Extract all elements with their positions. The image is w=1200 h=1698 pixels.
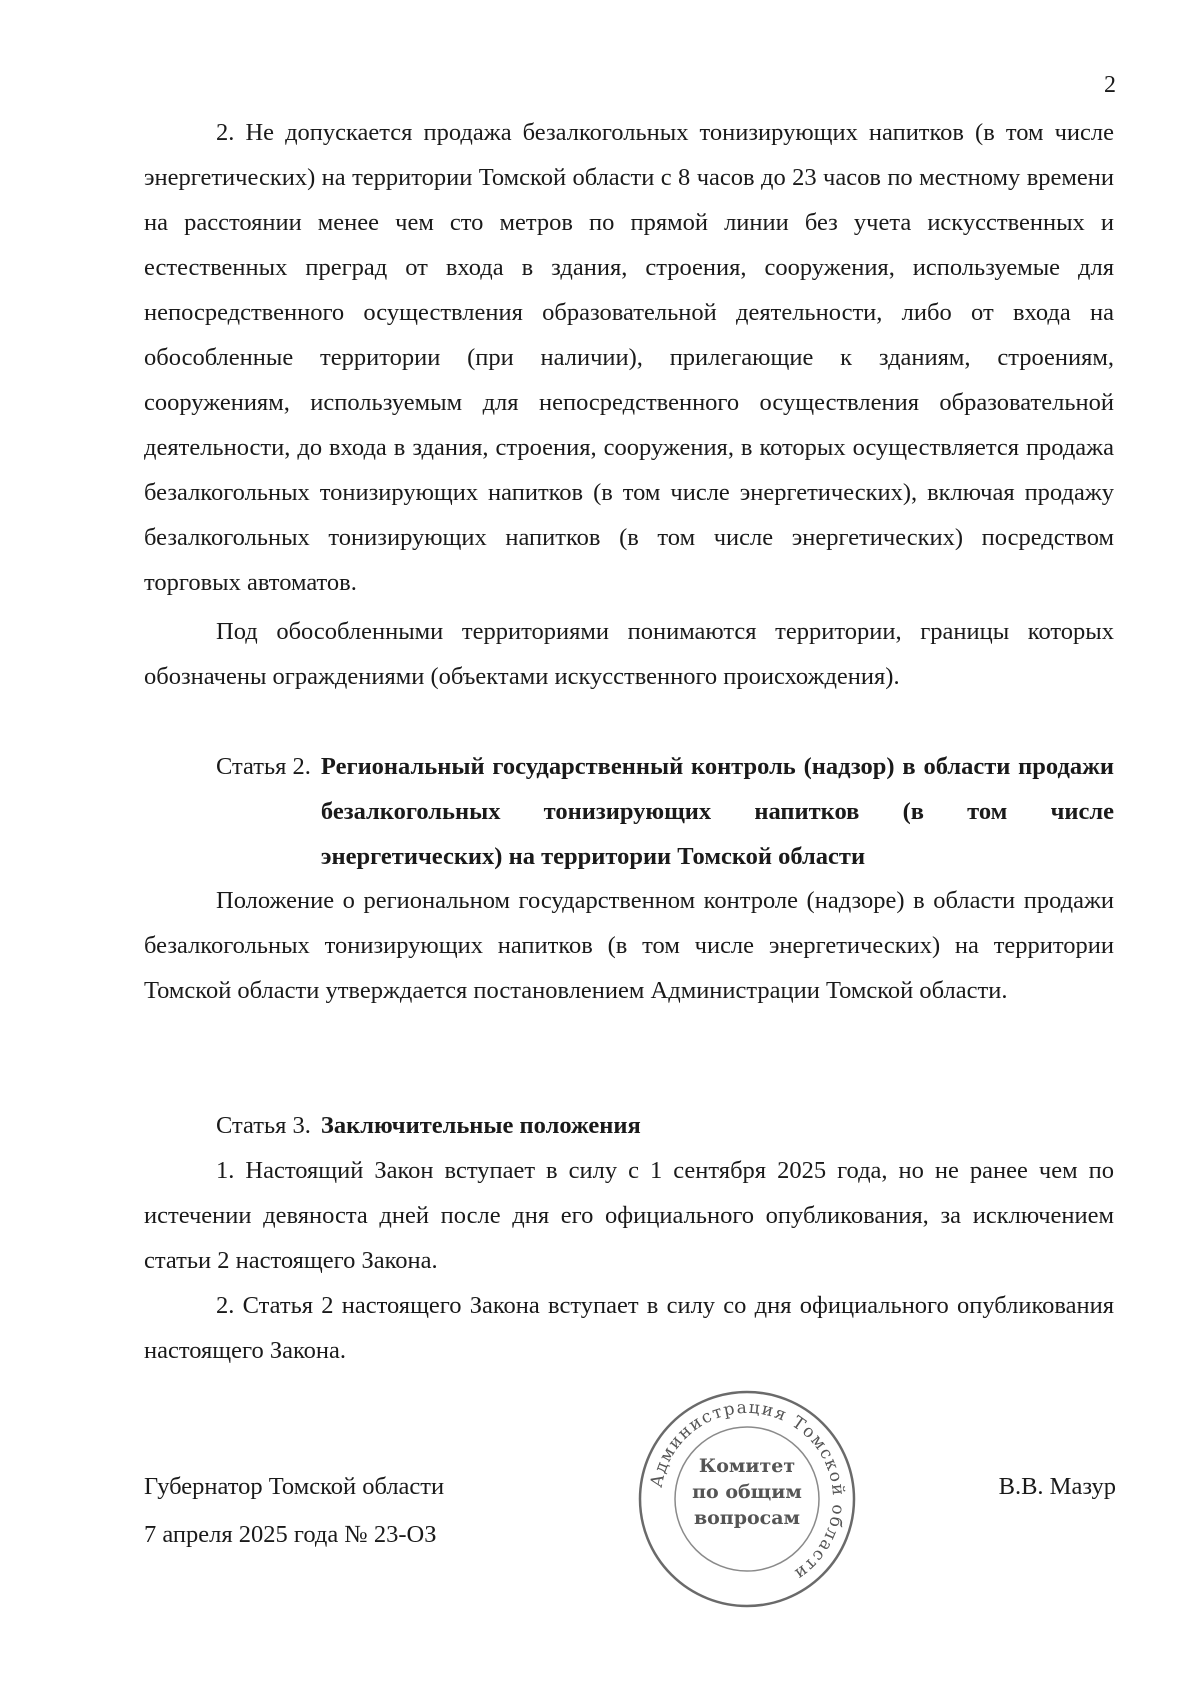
page-number: 2 <box>1104 72 1116 98</box>
article-3-item-2: 2. Статья 2 настоящего Закона вступает в силу со дня официального опубликования настоящего Закона. <box>144 1292 1114 1364</box>
article-3-title: Заключительные положения <box>320 1112 641 1139</box>
seal-line-2: по общим <box>692 1481 802 1503</box>
article-3-item-1: 1. Настоящий Закон вступает в силу с 1 сентября 2025 года, но не ранее чем по истечении девяноста дней после дня его официального опубликования, за исключением статьи 2 настоящего Закона. <box>144 1157 1114 1274</box>
article-3-prefix: Статья 3. <box>216 1112 311 1139</box>
seal-line-3: вопросам <box>693 1507 801 1529</box>
seal-line-1: Комитет <box>698 1455 796 1477</box>
article-3-body <box>144 1148 1114 1373</box>
paragraph-text: 2. Не допускается продажа безалкогольных тонизирующих напитков (в том числе энергетических) на территории Томской области с 8 часов до 23 часов по местному времени на расстоянии менее чем сто метров по прямой линии без учета искусственных и естественных преград от входа в здания, строения, сооружения, используемые для непосредственного осуществления образовательной деятельности, либо от входа на обособленные территории (при наличии), прилегающие к зданиям, строениям, сооружениям, используемым для непосредственного осуществления образовательной деятельности, до входа в здания, строения, сооружения, в которых осуществляется продажа безалкогольных тонизирующих напитков (в том числе энергетических), включая продажу безалкогольных тонизирующих напитков (в том числе энергетических) посредством торговых автоматов. <box>144 119 1114 596</box>
paragraph-sale-restriction <box>144 110 1114 605</box>
signatory-position: Губернатор Томской области <box>144 1473 445 1500</box>
paragraph-isolated-territories <box>144 609 1114 699</box>
paragraph-text: Под обособленными территориями понимаются территории, границы которых обозначены ограждениями (объектами искусственного происхождения). <box>144 618 1114 690</box>
signature-block-right <box>999 1463 1116 1511</box>
seal-outer-text: Администрация Томской области <box>646 1397 849 1585</box>
signature-block-left <box>144 1463 444 1559</box>
article-3-heading <box>216 1103 1114 1148</box>
signatory-name: В.В. Мазур <box>998 1473 1116 1500</box>
article-2-heading <box>216 744 1114 879</box>
article-2-prefix: Статья 2. <box>216 753 311 780</box>
law-date-number: 7 апреля 2025 года № 23-ОЗ <box>144 1521 437 1548</box>
paragraph-text: Положение о региональном государственном контроле (надзоре) в области продажи безалкогольных тонизирующих напитков (в том числе энергетических) на территории Томской области утверждается постановлением Администрации Томской области. <box>144 887 1114 1004</box>
article-2-body <box>144 878 1114 1013</box>
official-seal <box>636 1388 858 1610</box>
article-2-title: Региональный государственный контроль (надзор) в области продажи безалкогольных тонизирующих напитков (в том числе энергетических) на территории Томской области <box>320 753 1114 870</box>
